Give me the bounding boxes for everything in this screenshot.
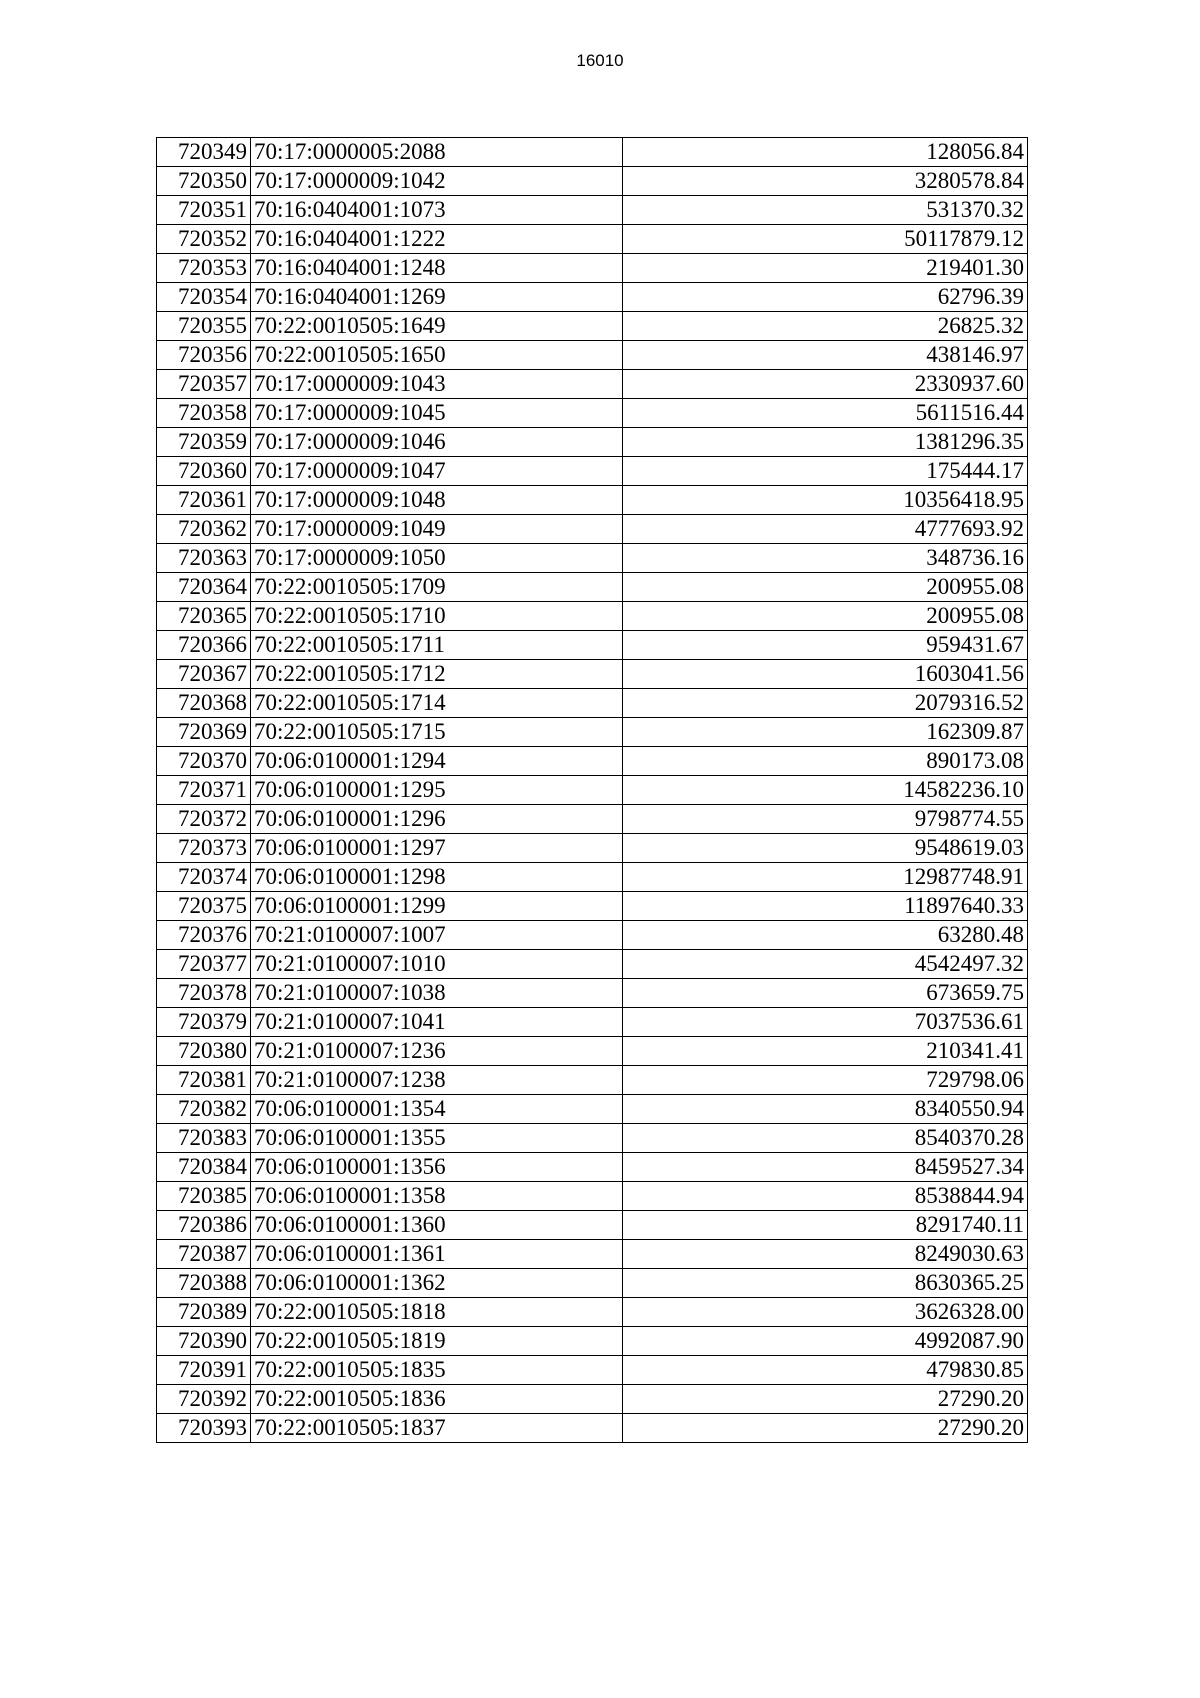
row-number-cell: 720364	[157, 573, 251, 602]
cadastral-number-cell: 70:22:0010505:1714	[251, 689, 623, 718]
cadastral-value-cell: 3280578.84	[623, 167, 1028, 196]
cadastral-number-cell: 70:16:0404001:1248	[251, 254, 623, 283]
cadastral-value-cell: 3626328.00	[623, 1298, 1028, 1327]
cadastral-number-cell: 70:17:0000009:1050	[251, 544, 623, 573]
cadastral-value-cell: 26825.32	[623, 312, 1028, 341]
cadastral-value-cell: 200955.08	[623, 602, 1028, 631]
row-number-cell: 720359	[157, 428, 251, 457]
row-number-cell: 720355	[157, 312, 251, 341]
table-row	[157, 515, 1028, 544]
cadastral-number-cell: 70:06:0100001:1361	[251, 1240, 623, 1269]
table-row	[157, 805, 1028, 834]
row-number-cell: 720370	[157, 747, 251, 776]
cadastral-number-cell: 70:06:0100001:1360	[251, 1211, 623, 1240]
cadastral-number-cell: 70:22:0010505:1649	[251, 312, 623, 341]
table-row	[157, 950, 1028, 979]
table-row	[157, 573, 1028, 602]
row-number-cell: 720392	[157, 1385, 251, 1414]
table-row	[157, 1008, 1028, 1037]
cadastral-number-cell: 70:22:0010505:1836	[251, 1385, 623, 1414]
row-number-cell: 720369	[157, 718, 251, 747]
table-row	[157, 370, 1028, 399]
table-row	[157, 167, 1028, 196]
row-number-cell: 720374	[157, 863, 251, 892]
cadastral-value-cell: 210341.41	[623, 1037, 1028, 1066]
table-row	[157, 1298, 1028, 1327]
table-row	[157, 1066, 1028, 1095]
cadastral-number-cell: 70:06:0100001:1297	[251, 834, 623, 863]
cadastral-number-cell: 70:22:0010505:1819	[251, 1327, 623, 1356]
cadastral-value-cell: 162309.87	[623, 718, 1028, 747]
cadastral-number-cell: 70:16:0404001:1269	[251, 283, 623, 312]
table-row	[157, 1269, 1028, 1298]
cadastral-number-cell: 70:06:0100001:1294	[251, 747, 623, 776]
row-number-cell: 720352	[157, 225, 251, 254]
cadastral-value-cell: 729798.06	[623, 1066, 1028, 1095]
cadastral-number-cell: 70:22:0010505:1709	[251, 573, 623, 602]
table-row	[157, 1356, 1028, 1385]
row-number-cell: 720362	[157, 515, 251, 544]
cadastral-value-cell: 50117879.12	[623, 225, 1028, 254]
cadastral-value-cell: 531370.32	[623, 196, 1028, 225]
row-number-cell: 720356	[157, 341, 251, 370]
row-number-cell: 720385	[157, 1182, 251, 1211]
cadastral-number-cell: 70:17:0000009:1042	[251, 167, 623, 196]
cadastral-value-cell: 62796.39	[623, 283, 1028, 312]
table-row	[157, 1124, 1028, 1153]
table-row	[157, 689, 1028, 718]
table-row	[157, 1153, 1028, 1182]
table-row	[157, 486, 1028, 515]
table-row	[157, 602, 1028, 631]
row-number-cell: 720379	[157, 1008, 251, 1037]
cadastral-value-cell: 8249030.63	[623, 1240, 1028, 1269]
cadastral-number-cell: 70:21:0100007:1236	[251, 1037, 623, 1066]
cadastral-value-cell: 348736.16	[623, 544, 1028, 573]
table-row	[157, 1211, 1028, 1240]
table-row	[157, 660, 1028, 689]
cadastral-number-cell: 70:22:0010505:1837	[251, 1414, 623, 1443]
row-number-cell: 720372	[157, 805, 251, 834]
page-number: 16010	[576, 51, 624, 70]
cadastral-number-cell: 70:21:0100007:1038	[251, 979, 623, 1008]
row-number-cell: 720376	[157, 921, 251, 950]
cadastral-value-cell: 175444.17	[623, 457, 1028, 486]
cadastral-value-cell: 8291740.11	[623, 1211, 1028, 1240]
row-number-cell: 720349	[157, 138, 251, 167]
row-number-cell: 720360	[157, 457, 251, 486]
row-number-cell: 720371	[157, 776, 251, 805]
cadastral-value-cell: 27290.20	[623, 1414, 1028, 1443]
cadastral-number-cell: 70:21:0100007:1238	[251, 1066, 623, 1095]
cadastral-number-cell: 70:17:0000009:1045	[251, 399, 623, 428]
cadastral-value-cell: 12987748.91	[623, 863, 1028, 892]
cadastral-value-cell: 63280.48	[623, 921, 1028, 950]
row-number-cell: 720375	[157, 892, 251, 921]
row-number-cell: 720363	[157, 544, 251, 573]
table-row	[157, 312, 1028, 341]
table-row	[157, 457, 1028, 486]
cadastral-value-cell: 2079316.52	[623, 689, 1028, 718]
cadastral-number-cell: 70:06:0100001:1299	[251, 892, 623, 921]
cadastral-number-cell: 70:22:0010505:1712	[251, 660, 623, 689]
table-row	[157, 1182, 1028, 1211]
table-row	[157, 225, 1028, 254]
row-number-cell: 720361	[157, 486, 251, 515]
cadastral-number-cell: 70:17:0000009:1046	[251, 428, 623, 457]
row-number-cell: 720383	[157, 1124, 251, 1153]
cadastral-value-cell: 9548619.03	[623, 834, 1028, 863]
row-number-cell: 720351	[157, 196, 251, 225]
table-row	[157, 747, 1028, 776]
cadastral-number-cell: 70:06:0100001:1362	[251, 1269, 623, 1298]
cadastral-value-cell: 11897640.33	[623, 892, 1028, 921]
cadastral-number-cell: 70:21:0100007:1010	[251, 950, 623, 979]
cadastral-value-cell: 8340550.94	[623, 1095, 1028, 1124]
table-row	[157, 341, 1028, 370]
table-row	[157, 979, 1028, 1008]
row-number-cell: 720368	[157, 689, 251, 718]
table-row	[157, 1414, 1028, 1443]
cadastral-value-cell: 8538844.94	[623, 1182, 1028, 1211]
table-row	[157, 776, 1028, 805]
cadastral-value-cell: 200955.08	[623, 573, 1028, 602]
cadastral-value-cell: 4777693.92	[623, 515, 1028, 544]
cadastral-value-cell: 673659.75	[623, 979, 1028, 1008]
row-number-cell: 720357	[157, 370, 251, 399]
row-number-cell: 720391	[157, 1356, 251, 1385]
cadastral-value-cell: 4992087.90	[623, 1327, 1028, 1356]
cadastral-number-cell: 70:16:0404001:1073	[251, 196, 623, 225]
cadastral-number-cell: 70:22:0010505:1650	[251, 341, 623, 370]
cadastral-number-cell: 70:06:0100001:1356	[251, 1153, 623, 1182]
row-number-cell: 720393	[157, 1414, 251, 1443]
cadastral-number-cell: 70:06:0100001:1354	[251, 1095, 623, 1124]
cadastral-number-cell: 70:17:0000009:1047	[251, 457, 623, 486]
cadastral-number-cell: 70:06:0100001:1296	[251, 805, 623, 834]
cadastral-value-cell: 4542497.32	[623, 950, 1028, 979]
table-row	[157, 283, 1028, 312]
table-row	[157, 1037, 1028, 1066]
table-row	[157, 544, 1028, 573]
row-number-cell: 720381	[157, 1066, 251, 1095]
cadastral-value-cell: 2330937.60	[623, 370, 1028, 399]
table-body	[157, 138, 1028, 1443]
cadastral-number-cell: 70:21:0100007:1041	[251, 1008, 623, 1037]
cadastral-number-cell: 70:22:0010505:1835	[251, 1356, 623, 1385]
cadastral-value-cell: 1603041.56	[623, 660, 1028, 689]
cadastral-number-cell: 70:06:0100001:1295	[251, 776, 623, 805]
table-row	[157, 834, 1028, 863]
row-number-cell: 720373	[157, 834, 251, 863]
table-row	[157, 631, 1028, 660]
cadastral-value-cell: 10356418.95	[623, 486, 1028, 515]
cadastral-value-cell: 128056.84	[623, 138, 1028, 167]
row-number-cell: 720382	[157, 1095, 251, 1124]
table-row	[157, 196, 1028, 225]
cadastral-number-cell: 70:17:0000009:1043	[251, 370, 623, 399]
table-row	[157, 921, 1028, 950]
cadastral-number-cell: 70:17:0000009:1049	[251, 515, 623, 544]
table-row	[157, 863, 1028, 892]
cadastral-value-cell: 8459527.34	[623, 1153, 1028, 1182]
table-row	[157, 718, 1028, 747]
table-row	[157, 1240, 1028, 1269]
row-number-cell: 720366	[157, 631, 251, 660]
cadastral-value-cell: 959431.67	[623, 631, 1028, 660]
row-number-cell: 720365	[157, 602, 251, 631]
row-number-cell: 720384	[157, 1153, 251, 1182]
row-number-cell: 720354	[157, 283, 251, 312]
cadastral-value-cell: 7037536.61	[623, 1008, 1028, 1037]
row-number-cell: 720388	[157, 1269, 251, 1298]
cadastral-number-cell: 70:06:0100001:1358	[251, 1182, 623, 1211]
table-row	[157, 1385, 1028, 1414]
row-number-cell: 720377	[157, 950, 251, 979]
cadastral-number-cell: 70:17:0000005:2088	[251, 138, 623, 167]
row-number-cell: 720390	[157, 1327, 251, 1356]
row-number-cell: 720353	[157, 254, 251, 283]
cadastral-number-cell: 70:06:0100001:1355	[251, 1124, 623, 1153]
row-number-cell: 720358	[157, 399, 251, 428]
cadastral-value-cell: 9798774.55	[623, 805, 1028, 834]
row-number-cell: 720387	[157, 1240, 251, 1269]
cadastral-number-cell: 70:22:0010505:1715	[251, 718, 623, 747]
cadastral-value-cell: 438146.97	[623, 341, 1028, 370]
cadastral-number-cell: 70:22:0010505:1711	[251, 631, 623, 660]
table-row	[157, 428, 1028, 457]
row-number-cell: 720350	[157, 167, 251, 196]
row-number-cell: 720378	[157, 979, 251, 1008]
row-number-cell: 720386	[157, 1211, 251, 1240]
cadastral-number-cell: 70:22:0010505:1710	[251, 602, 623, 631]
cadastral-number-cell: 70:17:0000009:1048	[251, 486, 623, 515]
cadastral-number-cell: 70:21:0100007:1007	[251, 921, 623, 950]
cadastral-number-cell: 70:22:0010505:1818	[251, 1298, 623, 1327]
row-number-cell: 720367	[157, 660, 251, 689]
table-row	[157, 138, 1028, 167]
cadastral-value-cell: 8630365.25	[623, 1269, 1028, 1298]
cadastral-value-cell: 14582236.10	[623, 776, 1028, 805]
cadastral-value-table	[156, 137, 1028, 1443]
row-number-cell: 720380	[157, 1037, 251, 1066]
table-row	[157, 1095, 1028, 1124]
cadastral-value-cell: 8540370.28	[623, 1124, 1028, 1153]
cadastral-value-cell: 27290.20	[623, 1385, 1028, 1414]
row-number-cell: 720389	[157, 1298, 251, 1327]
cadastral-value-cell: 1381296.35	[623, 428, 1028, 457]
cadastral-value-cell: 219401.30	[623, 254, 1028, 283]
cadastral-number-cell: 70:16:0404001:1222	[251, 225, 623, 254]
cadastral-value-cell: 479830.85	[623, 1356, 1028, 1385]
cadastral-value-cell: 890173.08	[623, 747, 1028, 776]
table-row	[157, 1327, 1028, 1356]
cadastral-number-cell: 70:06:0100001:1298	[251, 863, 623, 892]
cadastral-value-cell: 5611516.44	[623, 399, 1028, 428]
table-row	[157, 399, 1028, 428]
table-row	[157, 254, 1028, 283]
table-row	[157, 892, 1028, 921]
